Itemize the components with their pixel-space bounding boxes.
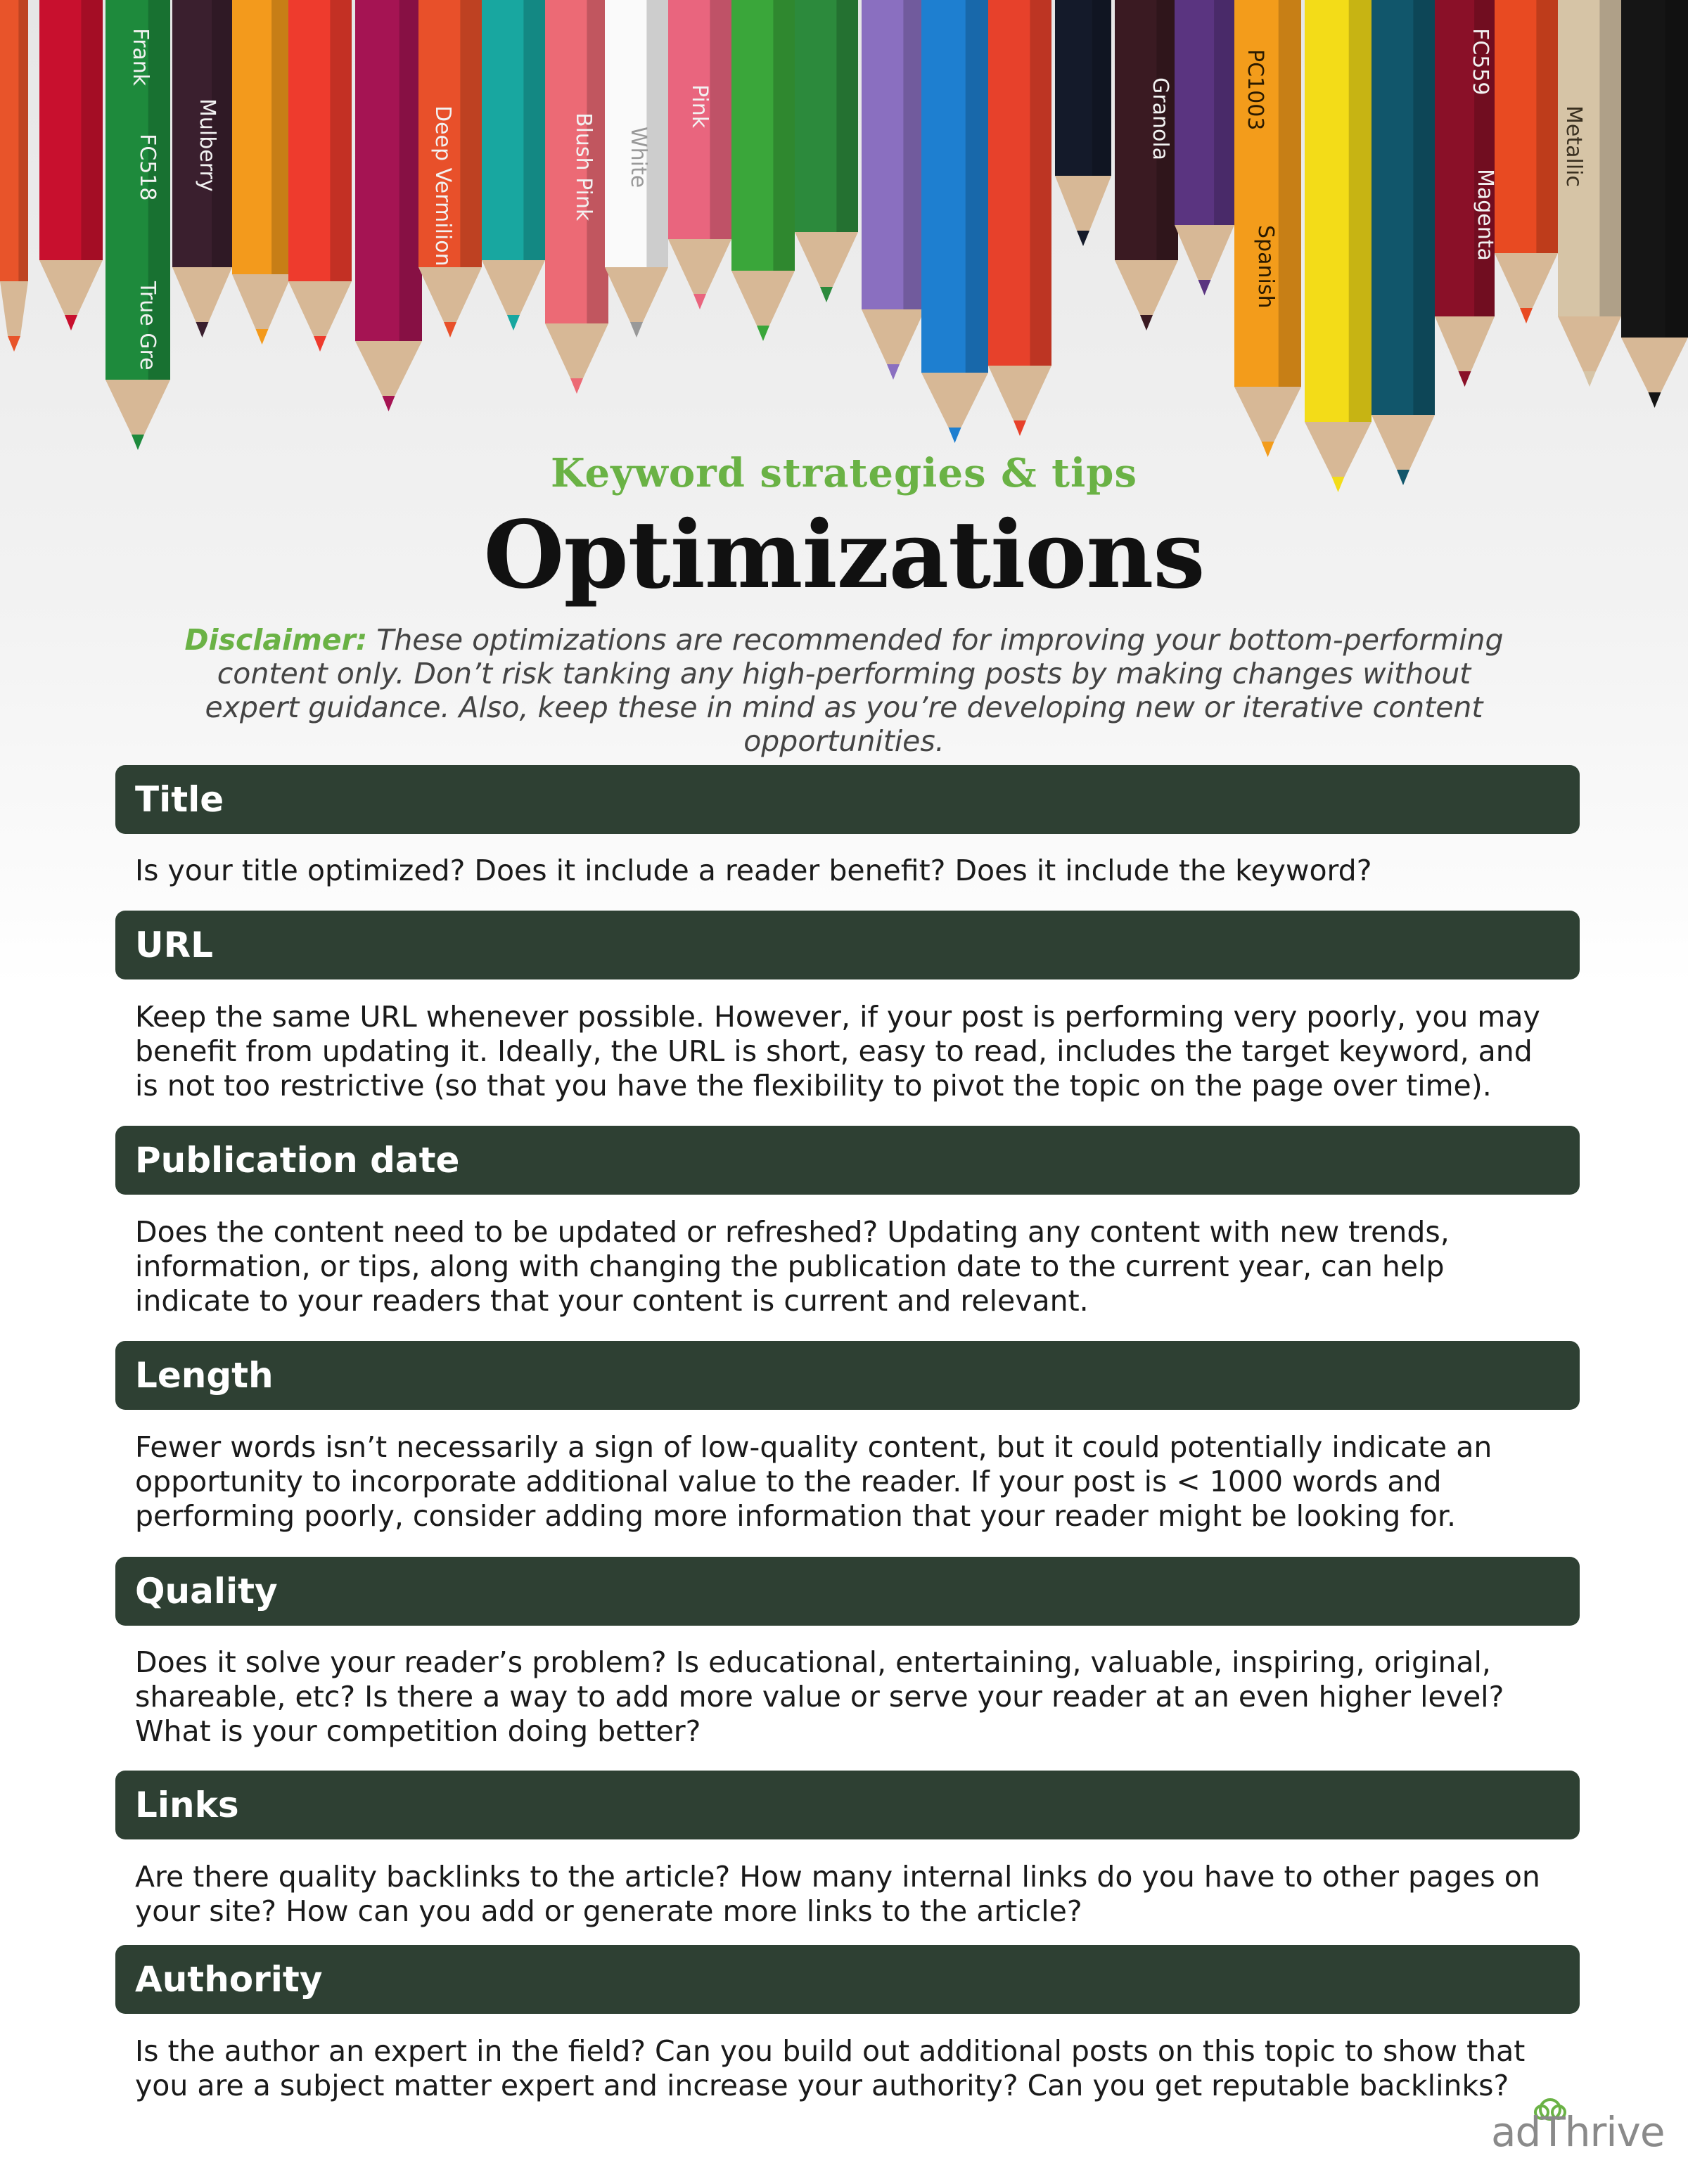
- pencil: [1115, 0, 1178, 330]
- page-subtitle: Keyword strategies & tips: [551, 450, 1137, 496]
- pencil: [1305, 0, 1372, 492]
- pencil: [1621, 0, 1688, 408]
- pencil-label: FC518: [135, 134, 160, 201]
- pencil: [731, 0, 795, 341]
- pencil-label: PC1003: [1243, 49, 1267, 131]
- pencil: [795, 0, 858, 302]
- section-heading-title: [115, 765, 1580, 834]
- pencil: [482, 0, 545, 330]
- section-body-publication-date: Does the content need to be updated or refreshed? Updating any content with new trends, information, or tips, along with changing the publication date to the current year, can help indicate to your readers that your content is current and relevant.: [135, 1215, 1450, 1318]
- section-heading-publication-date: [115, 1126, 1580, 1195]
- section-body-length: Fewer words isn’t necessarily a sign of low-quality content, but it could potentially indicate an opportunity to incorporate additional value to the reader. If your post is < 1000 words and performing poorly, consider adding more information that your reader might be looking for.: [135, 1430, 1492, 1533]
- section-heading-label: Length: [135, 1355, 274, 1396]
- pencil: [921, 0, 988, 443]
- pencil: [862, 0, 925, 380]
- section-heading-label: Authority: [135, 1959, 323, 2000]
- section-body-authority: Is the author an expert in the field? Can you build out additional posts on this topic to show that you are a subject matter expert and increase your authority? Can you get reputable backlinks?: [135, 2034, 1526, 2102]
- pencil-label: Magenta: [1473, 169, 1497, 261]
- pencil: [988, 0, 1051, 436]
- section-heading-label: Publication date: [135, 1140, 460, 1181]
- disclaimer-label: Disclaimer:: [184, 623, 368, 657]
- pencil: [232, 0, 292, 345]
- section-body-title: Is your title optimized? Does it include a reader benefit? Does it include the keyword?: [135, 854, 1372, 887]
- section-body-links: Are there quality backlinks to the article? How many internal links do you have to other pages on your site? How can you add or generate more links to the article?: [135, 1860, 1540, 1928]
- section-body-url: Keep the same URL whenever possible. However, if your post is performing very poorly, you may benefit from updating it. Ideally, the URL is short, easy to read, includes the target keyword, and is not too restrictive (so that you have the flexibility to pivot the topic on the page over time).: [135, 1000, 1540, 1103]
- section-heading-label: Links: [135, 1785, 239, 1825]
- logo-text: adThrive: [1491, 2108, 1665, 2156]
- disclaimer: [169, 623, 1519, 758]
- pencil-label: Metallic: [1561, 105, 1586, 187]
- section-heading-label: Quality: [135, 1571, 278, 1612]
- pencil: [355, 0, 422, 411]
- pencil-label: White: [626, 127, 651, 188]
- pencil: [668, 0, 731, 309]
- pencil-label: FC559: [1468, 28, 1492, 96]
- section-heading-quality: [115, 1557, 1580, 1626]
- pencil-label: Frank: [128, 28, 153, 86]
- pencil: [1175, 0, 1234, 295]
- pencil-label: Blush Pink: [571, 113, 596, 221]
- pencil: [39, 0, 103, 330]
- pencil: [1055, 0, 1111, 246]
- section-body-quality: Does it solve your reader’s problem? Is educational, entertaining, valuable, inspiring, original, shareable, etc? Is there a way to add more value or serve your reader at an even higher level? What is your competition doing better?: [135, 1645, 1504, 1748]
- pencil-label: Spanish: [1253, 225, 1278, 309]
- pencils-illustration: [0, 0, 1688, 506]
- section-heading-url: [115, 911, 1580, 979]
- pencil-label: True Gre: [135, 281, 160, 371]
- pencil-label: Deep Vermilion: [430, 105, 455, 266]
- pencil: [1558, 0, 1621, 387]
- section-heading-authority: [115, 1945, 1580, 2014]
- pencil: [1372, 0, 1435, 485]
- pencil: [288, 0, 352, 352]
- section-heading-links: [115, 1771, 1580, 1839]
- pencil-label: Mulberry: [195, 98, 219, 192]
- disclaimer-text: These optimizations are recommended for improving your bottom-performing content only. Don’t risk tanking any high-performing posts by making changes without expert guidance. Also, keep these in mind as you’re developing new or iterative content opportunities.: [205, 623, 1504, 758]
- page-title: Optimizations: [483, 501, 1205, 610]
- pencil: [1495, 0, 1558, 323]
- pencil-label: Pink: [687, 84, 712, 129]
- adthrive-logo: [1491, 2095, 1665, 2159]
- section-heading-length: [115, 1341, 1580, 1410]
- section-heading-label: URL: [135, 925, 213, 965]
- section-heading-label: Title: [135, 779, 224, 820]
- pencil: [0, 0, 28, 352]
- pencil-label: Granola: [1148, 77, 1172, 161]
